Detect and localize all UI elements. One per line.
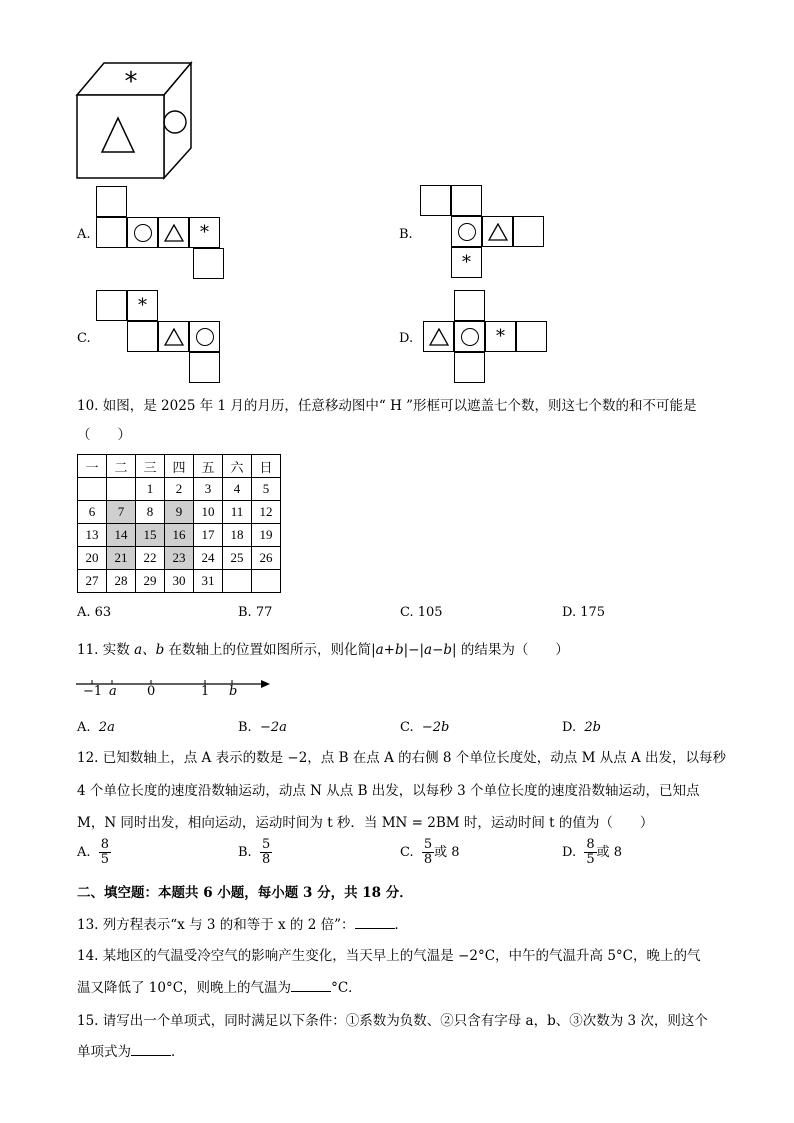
q11-mid: 在数轴上的位置如图所示，则化简: [164, 642, 372, 658]
option-d[interactable]: [562, 720, 601, 735]
star-icon: *: [127, 290, 158, 321]
date-cell-highlighted: 7: [107, 501, 136, 524]
option-b[interactable]: [238, 838, 272, 867]
date-cell: 2: [165, 478, 194, 501]
option-letter: B.: [238, 720, 252, 735]
option-label: C.: [77, 331, 91, 346]
question-12-line3: M，N 同时出发，相向运动，运动时间为 t 秒．当 MN = 2BM 时，运动时间 t 的值为（ ）: [77, 815, 654, 831]
option-value: 2b: [584, 720, 601, 735]
triangle-icon: [429, 328, 449, 346]
q11-post: 的结果为（ ）: [456, 642, 569, 658]
weekday-cell: 六: [223, 455, 252, 478]
q13-end: ．: [394, 917, 409, 933]
date-cell: [252, 570, 281, 593]
q14-text: 温又降低了 10°C，则晚上的气温为: [77, 980, 292, 996]
q15-text: 单项式为: [77, 1044, 131, 1060]
date-cell: 4: [223, 478, 252, 501]
date-cell: 3: [194, 478, 223, 501]
axis-label-zero: 0: [147, 684, 156, 699]
date-cell: 26: [252, 547, 281, 570]
option-value: −2a: [259, 720, 287, 735]
date-cell: 28: [107, 570, 136, 593]
question-13: [77, 912, 408, 938]
circle-icon: [134, 224, 152, 242]
number-line: [74, 674, 274, 700]
date-cell-highlighted: 14: [107, 524, 136, 547]
date-cell-highlighted: 15: [136, 524, 165, 547]
weekday-cell: 五: [194, 455, 223, 478]
question-15-line1: 15. 请写出一个单项式，同时满足以下条件：①系数为负数、②只含有字母 a，b、③次数为 3 次，则这个: [77, 1013, 708, 1029]
date-cell: 22: [136, 547, 165, 570]
weekday-cell: 一: [78, 455, 107, 478]
answer-blank[interactable]: [131, 1043, 171, 1056]
option-label: A.: [77, 227, 91, 242]
option-label: D.: [399, 331, 414, 346]
section-heading: 二、填空题：本题共 6 小题，每小题 3 分，共 18 分．: [77, 885, 413, 901]
q11-expression: |a+b|−|a−b|: [371, 642, 457, 658]
question-11-text: [77, 637, 569, 663]
option-letter: C.: [400, 720, 414, 735]
axis-label-b: b: [229, 684, 238, 699]
option-letter: C.: [400, 845, 414, 860]
date-cell: 8: [136, 501, 165, 524]
option-tail: 或 8: [596, 845, 623, 860]
date-cell: 30: [165, 570, 194, 593]
date-cell: 18: [223, 524, 252, 547]
star-icon: *: [451, 247, 482, 278]
date-cell: 6: [78, 501, 107, 524]
option-b[interactable]: [238, 720, 287, 735]
question-12-line1: 12. 已知数轴上，点 A 表示的数是 −2，点 B 在点 A 的右侧 8 个单位长度处，动点 M 从点 A 出发，以每秒: [77, 750, 727, 766]
option-d[interactable]: [562, 838, 622, 867]
option-a[interactable]: [77, 838, 111, 867]
option-letter: D.: [562, 845, 577, 860]
calendar-table: [77, 454, 281, 593]
numerator: 5: [261, 837, 271, 852]
axis-label-a: a: [109, 684, 117, 699]
circle-icon: [458, 223, 476, 241]
question-10-paren: （ ）: [77, 427, 131, 443]
numerator: 8: [586, 837, 595, 852]
option-c[interactable]: C. 105: [400, 605, 443, 620]
triangle-icon: [164, 328, 184, 346]
option-value: 2a: [98, 720, 115, 735]
date-cell: [223, 570, 252, 593]
date-cell: 29: [136, 570, 165, 593]
question-12-line2: 4 个单位长度的速度沿数轴运动，动点 N 从点 B 出发，以每秒 3 个单位长度的速度沿数轴运动，已知点: [77, 783, 700, 799]
date-cell: 17: [194, 524, 223, 547]
fraction: [584, 838, 596, 867]
triangle-icon: [488, 223, 508, 241]
date-cell: 12: [252, 501, 281, 524]
date-cell: 11: [223, 501, 252, 524]
fraction: [422, 838, 434, 867]
option-letter: A.: [77, 845, 91, 860]
calendar-row: [78, 501, 281, 524]
date-cell: 27: [78, 570, 107, 593]
option-c[interactable]: [400, 720, 449, 735]
star-icon: *: [485, 321, 516, 352]
calendar-row: [78, 524, 281, 547]
q15-end: ．: [171, 1044, 185, 1060]
fraction: [99, 838, 111, 867]
option-tail: 或 8: [434, 845, 460, 860]
option-letter: D.: [562, 720, 577, 735]
option-d[interactable]: D. 175: [562, 605, 606, 620]
q13-text: 13. 列方程表示“x 与 3 的和等于 x 的 2 倍”：: [77, 917, 355, 933]
date-cell-highlighted: 23: [165, 547, 194, 570]
date-cell: 13: [78, 524, 107, 547]
denominator: 5: [586, 852, 595, 867]
axis-label-minus-one: −1: [83, 684, 103, 699]
denominator: 8: [423, 852, 433, 867]
option-a[interactable]: A. 63: [77, 605, 112, 620]
star-icon: *: [189, 217, 220, 248]
option-label: B.: [399, 227, 413, 242]
question-15-line2: [77, 1039, 185, 1065]
date-cell: 19: [252, 524, 281, 547]
question-14-line2: [77, 975, 362, 1001]
date-cell: 5: [252, 478, 281, 501]
numerator: 8: [100, 837, 110, 852]
date-cell: 20: [78, 547, 107, 570]
numerator: 5: [423, 837, 433, 852]
circle-icon: [461, 328, 479, 346]
option-c[interactable]: [400, 838, 460, 867]
question-14-line1: 14. 某地区的气温受冷空气的影响产生变化，当天早上的气温是 −2°C，中午的气温升高 5°C，晚上的气: [77, 948, 701, 964]
denominator: 5: [100, 852, 110, 867]
weekday-cell: 二: [107, 455, 136, 478]
triangle-icon: [164, 224, 184, 242]
q14-end: °C．: [331, 980, 362, 996]
option-b[interactable]: B. 77: [238, 605, 273, 620]
date-cell: [107, 478, 136, 501]
option-letter: A.: [77, 720, 91, 735]
calendar-row: [78, 547, 281, 570]
date-cell-highlighted: 16: [165, 524, 194, 547]
weekday-cell: 四: [165, 455, 194, 478]
denominator: 8: [261, 852, 271, 867]
weekday-cell: 日: [252, 455, 281, 478]
question-10-text: 10. 如图，是 2025 年 1 月的月历，任意移动图中“ H ”形框可以遮盖七个数，则这七个数的和不可能是: [77, 398, 697, 414]
date-cell: [78, 478, 107, 501]
option-value: −2b: [421, 720, 450, 735]
date-cell-highlighted: 21: [107, 547, 136, 570]
fraction: [260, 838, 272, 867]
calendar-row: [78, 478, 281, 501]
axis-label-one: 1: [201, 684, 210, 699]
date-cell: 10: [194, 501, 223, 524]
answer-blank[interactable]: [355, 916, 395, 929]
circle-icon: [196, 328, 214, 346]
calendar-header-row: [78, 455, 281, 478]
date-cell: 24: [194, 547, 223, 570]
q11-pre: 11. 实数: [77, 642, 135, 658]
date-cell: 31: [194, 570, 223, 593]
answer-blank[interactable]: [291, 979, 331, 992]
date-cell-highlighted: 9: [165, 501, 194, 524]
option-letter: B.: [238, 845, 252, 860]
date-cell: 25: [223, 547, 252, 570]
q11-vars: a、b: [134, 642, 165, 658]
date-cell: 1: [136, 478, 165, 501]
cube-figure: [74, 60, 194, 180]
option-a[interactable]: [77, 720, 115, 735]
calendar-row: [78, 570, 281, 593]
star-icon: *: [124, 67, 138, 97]
weekday-cell: 三: [136, 455, 165, 478]
